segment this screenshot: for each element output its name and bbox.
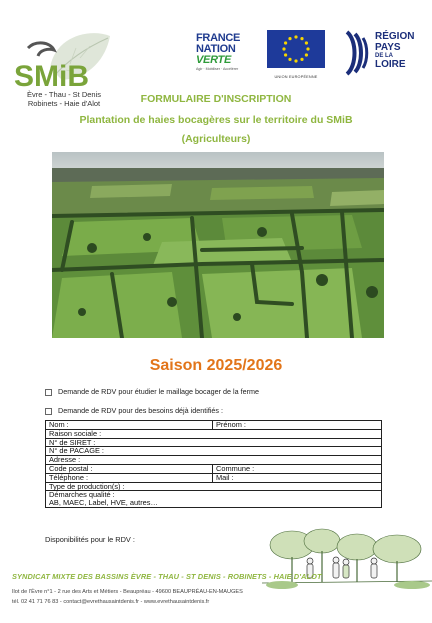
mail-field[interactable]: Mail :	[213, 473, 382, 482]
nom-field[interactable]: Nom :	[46, 421, 213, 430]
smib-subtitle-line2: Robinets - Haie d'Alot	[27, 99, 101, 108]
eu-caption: UNION EUROPÉENNE	[274, 75, 318, 79]
region-pays-de-la-loire-logo	[343, 30, 428, 80]
smib-subtitle-line1: Èvre - Thau - St Denis	[26, 90, 102, 99]
demarches-exemples: AB, MAEC, Label, HVE, autres…	[46, 499, 382, 507]
region-line2: PAYS	[375, 41, 401, 53]
fnv-tagline: Agir · Mobiliser · Accélérer	[196, 67, 239, 71]
adresse-field[interactable]: Adresse :	[46, 456, 382, 465]
table-row	[46, 499, 382, 507]
fnv-line2: NATION	[196, 43, 236, 55]
siret-field[interactable]: N° de SIRET :	[46, 438, 382, 447]
aerial-farmland-photo	[52, 152, 384, 338]
form-audience: (Agriculteurs)	[181, 133, 251, 145]
france-nation-verte-logo	[196, 33, 254, 77]
region-line1: RÉGION	[375, 31, 415, 42]
region-emblem-icon	[343, 30, 371, 76]
eu-flag-icon	[267, 30, 325, 68]
region-text	[375, 32, 414, 71]
smib-logo-text: SMiB	[14, 60, 89, 93]
demarches-qualite-field[interactable]: Démarches qualité :	[46, 491, 382, 499]
season-heading: Saison 2025/2026	[149, 357, 283, 374]
form-subtitle: Plantation de haies bocagères sur le territoire du SMiB	[79, 114, 353, 126]
checkbox-label: Demande de RDV pour des besoins déjà identifiés :	[58, 406, 224, 415]
raison-sociale-field[interactable]: Raison sociale :	[46, 429, 382, 438]
prenom-field[interactable]: Prénom :	[213, 421, 382, 430]
pacage-field[interactable]: N° de PACAGE :	[46, 447, 382, 456]
region-line4: LOIRE	[375, 59, 406, 70]
form-title: FORMULAIRE D'INSCRIPTION	[140, 93, 292, 105]
telephone-field[interactable]: Téléphone :	[46, 473, 213, 482]
table-row	[46, 447, 382, 456]
checkbox-box[interactable]	[45, 408, 52, 415]
region-line3: DE LA	[375, 53, 393, 59]
table-row	[46, 473, 382, 482]
checkbox-rdv-besoins[interactable]	[45, 406, 223, 415]
commune-field[interactable]: Commune :	[213, 464, 382, 473]
type-production-field[interactable]: Type de production(s) :	[46, 482, 382, 491]
table-row	[46, 464, 382, 473]
eu-logo	[267, 30, 325, 79]
table-row	[46, 429, 382, 438]
table-row	[46, 421, 382, 430]
registration-form-table	[45, 420, 382, 508]
fnv-line1: FRANCE	[196, 32, 241, 44]
checkbox-label: Demande de RDV pour étudier le maillage bocager de la ferme	[58, 387, 259, 396]
table-row	[46, 456, 382, 465]
fnv-line3: VERTE	[196, 54, 231, 66]
footer-contact: tél. 02 41 71 76 83 - contact@evrethausaintdenis.fr - www.evrethausaintdenis.fr	[12, 599, 210, 605]
checkbox-box[interactable]	[45, 389, 52, 396]
code-postal-field[interactable]: Code postal :	[46, 464, 213, 473]
footer-title: SYNDICAT MIXTE DES BASSINS ÈVRE - THAU - ST DENIS - ROBINETS - HAIE D'ALOT	[12, 572, 322, 581]
hedge-people-illustration	[262, 527, 432, 597]
footer-address: Ilot de l'Èvre n°1 - 2 rue des Arts et Métiers - Beaupréau - 49600 BEAUPRÉAU-EN-MAUGES	[12, 589, 243, 595]
checkbox-rdv-maillage[interactable]	[45, 387, 259, 396]
disponibilites-label: Disponibilités pour le RDV :	[45, 535, 135, 544]
